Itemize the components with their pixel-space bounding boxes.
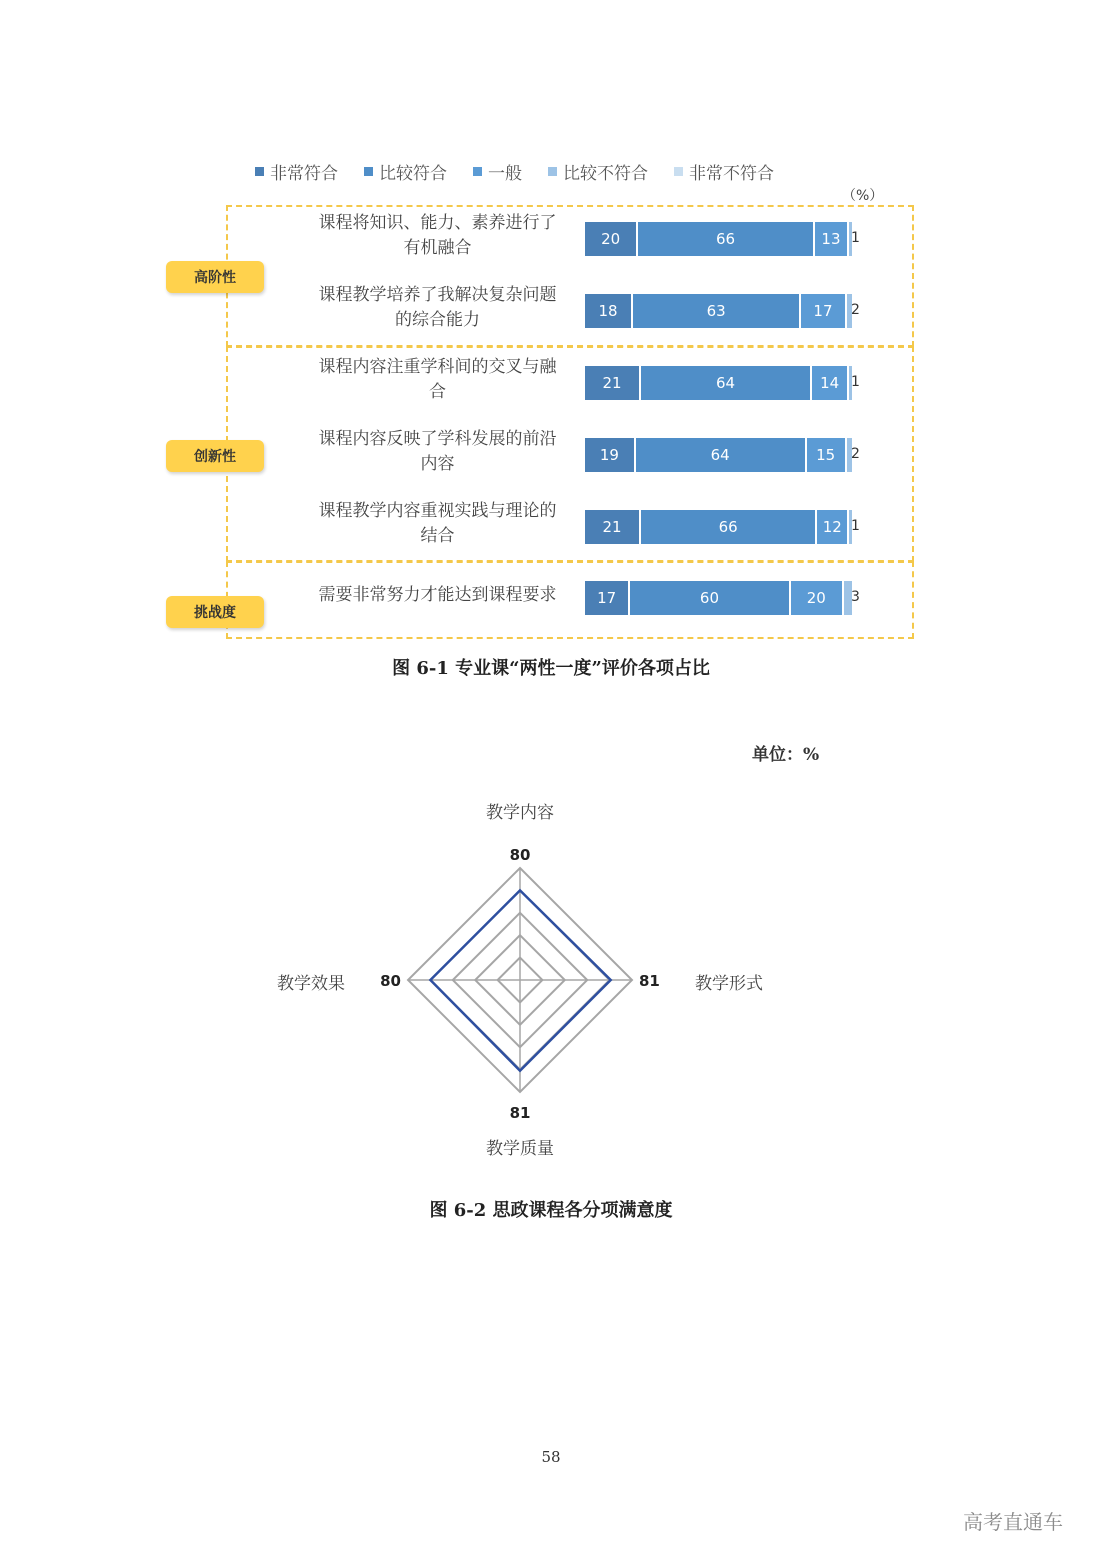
- row-label-line: 的综合能力: [395, 310, 480, 330]
- bar-segment: 14: [812, 366, 849, 400]
- bar-segment: 13: [815, 222, 850, 256]
- bar-segment: 60: [630, 581, 790, 615]
- row-label-line: 课程内容反映了学科发展的前沿: [318, 429, 557, 449]
- legend-label: 比较不符合: [563, 163, 648, 184]
- bar-segment: 20: [585, 222, 638, 256]
- row-label-line: 课程教学培养了我解决复杂问题: [318, 285, 557, 305]
- row-label-line: 有机融合: [403, 238, 472, 258]
- radar-value-label: 81: [509, 1104, 531, 1122]
- radar-category-label: 教学效果: [277, 974, 345, 994]
- group-badge: 创新性: [166, 440, 264, 472]
- group-badge: 挑战度: [166, 596, 264, 628]
- bar-value-label: 2: [851, 446, 860, 462]
- bar-segment: 18: [585, 294, 633, 328]
- bar-segment: 66: [638, 222, 814, 256]
- watermark: 高考直通车: [963, 1510, 1063, 1534]
- bar-segment: 17: [801, 294, 846, 328]
- legend-label: 比较符合: [379, 163, 447, 184]
- radar-category-label: 教学质量: [486, 1139, 554, 1159]
- bar-segment: 12: [817, 510, 849, 544]
- radar-category-label: 教学内容: [486, 803, 554, 823]
- radar-unit-label: 单位：%: [752, 745, 820, 765]
- figure-6-1-caption: 图 6-1 专业课“两性一度”评价各项占比: [392, 658, 710, 679]
- bar-segment: 15: [807, 438, 847, 472]
- bar-segment: 66: [641, 510, 817, 544]
- bar-segment: 64: [641, 366, 812, 400]
- legend-label: 非常不符合: [689, 163, 774, 184]
- figure-6-2-caption: 图 6-2 思政课程各分项满意度: [429, 1200, 673, 1221]
- bar-segment: 20: [791, 581, 844, 615]
- row-label-line: 课程教学内容重视实践与理论的: [318, 501, 557, 521]
- radar-value-label: 80: [380, 972, 401, 990]
- bar-value-label: 2: [851, 302, 860, 318]
- bar-value-label: 3: [851, 589, 860, 605]
- row-label-line: 内容: [420, 454, 455, 474]
- legend-label: 非常符合: [270, 163, 338, 184]
- row-label-line: 合: [429, 382, 446, 402]
- bar-segment: 17: [585, 581, 630, 615]
- legend-label: 一般: [488, 163, 522, 184]
- bar-segment: 63: [633, 294, 801, 328]
- radar-value-label: 80: [509, 846, 531, 864]
- bar-segment: 64: [636, 438, 807, 472]
- bar-segment: 21: [585, 366, 641, 400]
- bar-value-label: 1: [851, 374, 860, 390]
- row-label-line: 课程将知识、能力、素养进行了: [318, 213, 557, 233]
- group-badge: 高阶性: [166, 261, 264, 293]
- bar-segment: 19: [585, 438, 636, 472]
- row-label-line: 课程内容注重学科间的交叉与融: [318, 357, 557, 377]
- page-number: 58: [541, 1448, 561, 1466]
- unit-label-percent: （%）: [842, 188, 884, 204]
- bar-value-label: 1: [851, 230, 860, 246]
- row-label-line: 需要非常努力才能达到课程要求: [318, 584, 557, 605]
- row-label-line: 结合: [420, 526, 455, 546]
- radar-value-label: 81: [639, 972, 660, 990]
- radar-category-label: 教学形式: [695, 974, 763, 994]
- bar-value-label: 1: [851, 518, 860, 534]
- bar-segment: 21: [585, 510, 641, 544]
